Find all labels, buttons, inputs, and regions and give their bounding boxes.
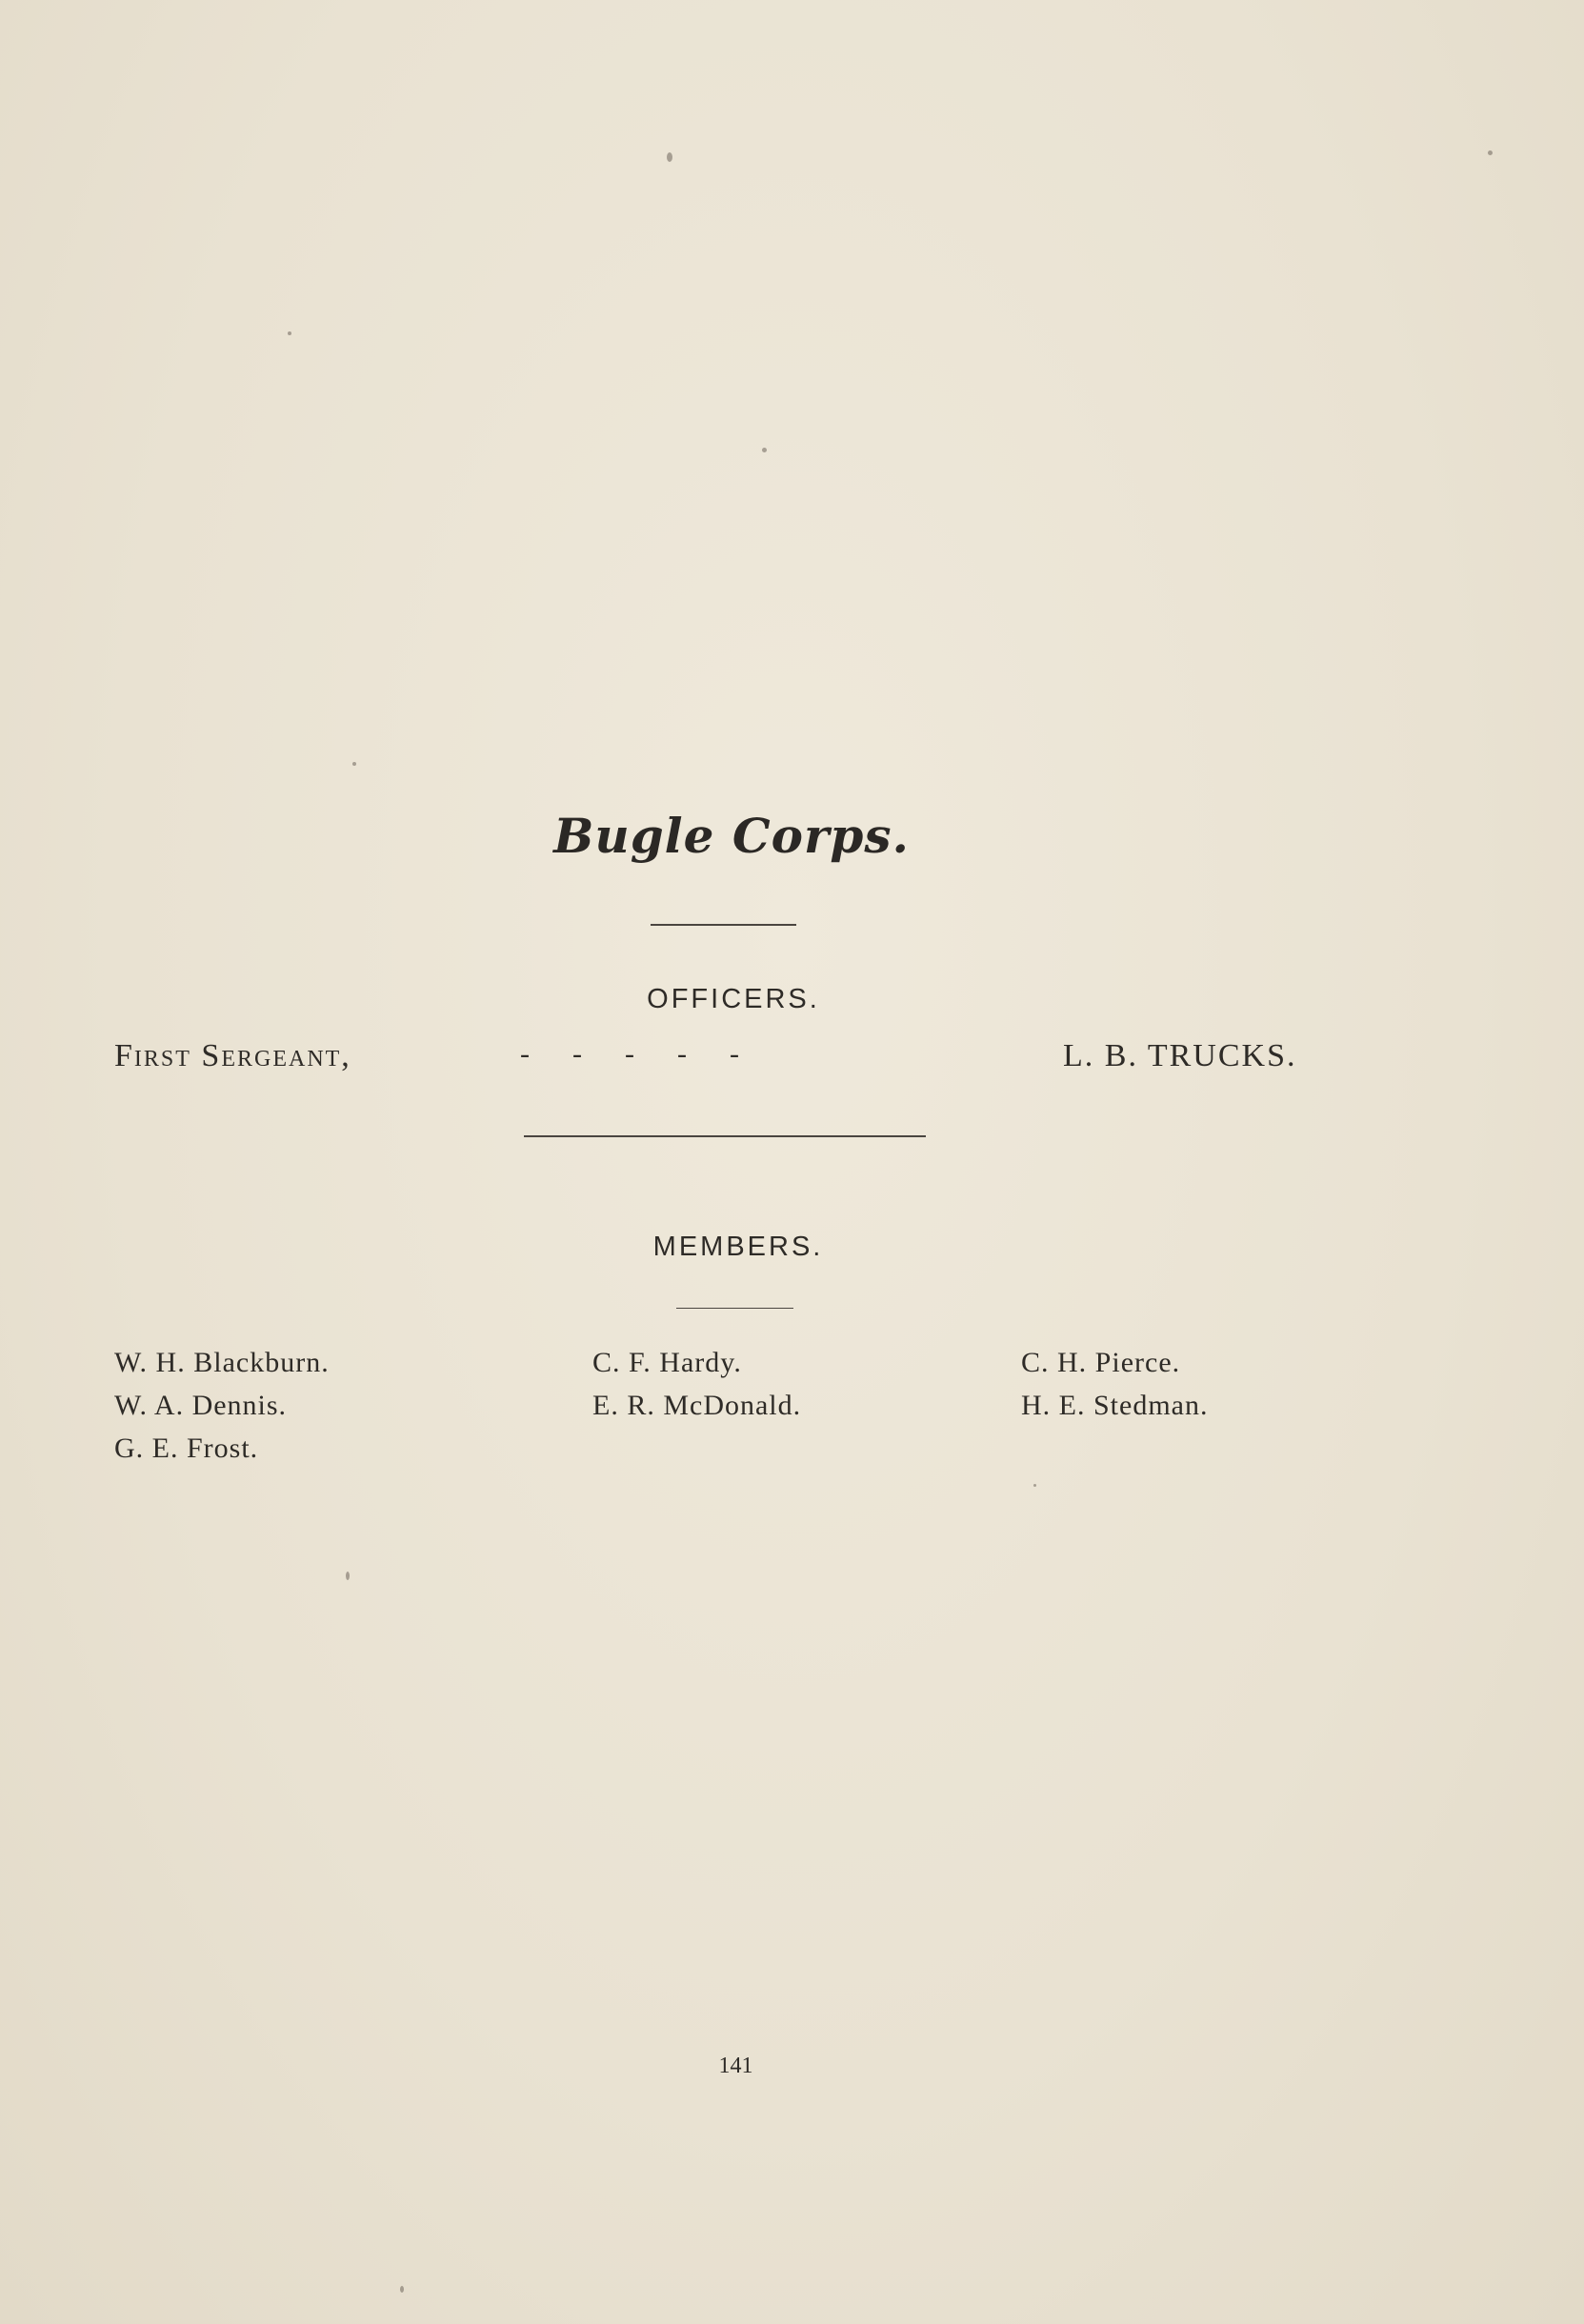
members-list bbox=[114, 1341, 1353, 1484]
members-heading: MEMBERS. bbox=[652, 1232, 824, 1262]
paper-speck bbox=[346, 1572, 350, 1580]
list-item: W. H. Blackburn. bbox=[114, 1347, 330, 1378]
officer-leader-dashes: - - - - - bbox=[520, 1038, 739, 1070]
list-item: C. F. Hardy. bbox=[592, 1347, 742, 1378]
officer-title: First Sergeant, bbox=[114, 1038, 351, 1073]
list-item: C. H. Pierce. bbox=[1021, 1347, 1181, 1378]
officers-heading: OFFICERS. bbox=[647, 984, 820, 1014]
members-column-1 bbox=[114, 1341, 330, 1470]
page-number: 141 bbox=[718, 2054, 753, 2078]
paper-speck bbox=[288, 331, 291, 335]
members-column-3 bbox=[1021, 1341, 1208, 1427]
members-divider bbox=[676, 1308, 793, 1309]
list-item: W. A. Dennis. bbox=[114, 1390, 288, 1421]
paper-speck bbox=[762, 448, 767, 452]
paper-speck bbox=[1488, 150, 1493, 155]
paper-speck bbox=[400, 2286, 404, 2293]
officers-divider bbox=[524, 1135, 926, 1137]
paper-speck bbox=[667, 152, 672, 162]
title-divider bbox=[651, 924, 796, 926]
officer-name: L. B. TRUCKS. bbox=[1063, 1038, 1297, 1073]
officer-row bbox=[114, 1038, 1353, 1086]
members-column-2 bbox=[592, 1341, 801, 1427]
list-item: H. E. Stedman. bbox=[1021, 1390, 1209, 1421]
paper-speck bbox=[352, 762, 356, 766]
list-item: E. R. McDonald. bbox=[592, 1390, 802, 1421]
page-title: Bugle Corps. bbox=[553, 808, 910, 864]
list-item: G. E. Frost. bbox=[114, 1432, 259, 1464]
paper-speck bbox=[1033, 1484, 1036, 1487]
